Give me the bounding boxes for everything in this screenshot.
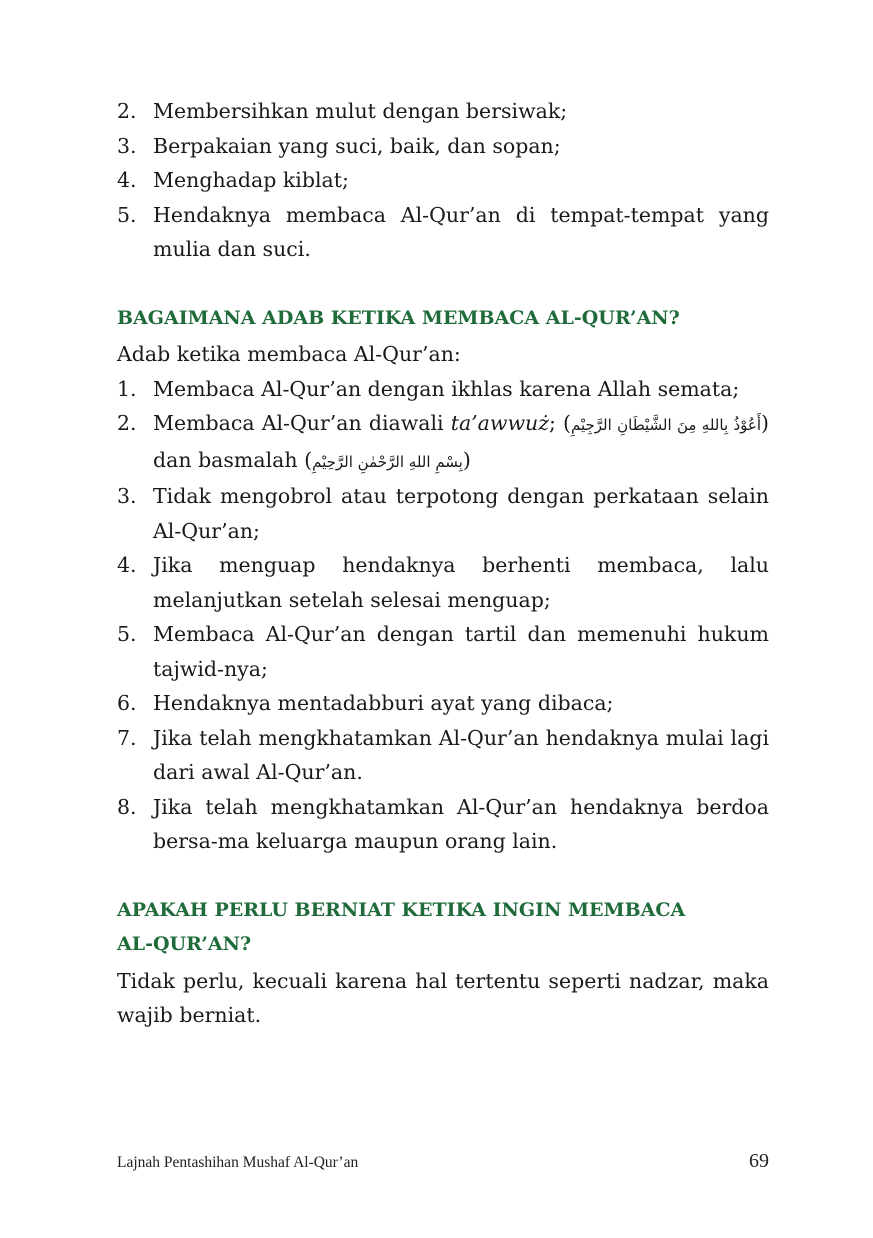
list-number: 3. [117, 484, 137, 508]
list-item [117, 406, 769, 479]
section-body: Tidak perlu, kecuali karena hal tertentu seperti nadzar, maka wajib berniat. [117, 968, 769, 1027]
list-number: 1. [117, 376, 137, 401]
list-text: Hendaknya mentadabburi ayat yang dibaca; [153, 691, 614, 715]
list-number: 6. [117, 691, 137, 715]
list-item [117, 686, 769, 721]
list-text-pre: Membaca Al-Qur’an diawali [153, 411, 451, 435]
list-number: 2. [117, 99, 137, 123]
list-text: Jika telah mengkhatamkan Al-Qur’an hendaknya berdoa bersa-ma keluarga maupun orang lain. [153, 794, 769, 853]
list-item [117, 790, 769, 859]
list-number: 4. [117, 553, 137, 577]
list-text: Hendaknya membaca Al-Qur’an di tempat-tempat yang mulia dan suci. [153, 202, 769, 261]
list-item [117, 163, 769, 198]
list-item [117, 548, 769, 617]
list-item [117, 721, 769, 790]
list-item [117, 129, 769, 164]
list-text: Membaca Al-Qur’an dengan ikhlas karena Allah semata; [153, 376, 740, 401]
list-text-mid: ) dan basmalah ( [153, 411, 770, 472]
adab-list [117, 372, 769, 859]
list-item [117, 198, 769, 267]
list-number: 5. [117, 202, 137, 227]
list-number: 3. [117, 133, 137, 158]
list-number: 5. [117, 622, 137, 646]
arabic-basmalah: بِسْمِ اللهِ الرَّحْمٰنِ الرَّحِيْمِ [312, 452, 463, 471]
footer-title: Lajnah Pentashihan Mushaf Al-Qur’an [117, 1154, 359, 1171]
section-heading-adab: BAGAIMANA ADAB KETIKA MEMBACA AL-QUR’AN? [117, 306, 680, 329]
heading-line-2: AL-QUR’AN? [117, 933, 252, 955]
heading-line-1: APAKAH PERLU BERNIAT KETIKA INGIN MEMBACA [117, 898, 686, 921]
list-number: 4. [117, 168, 137, 192]
section-intro: Adab ketika membaca Al-Qur’an: [117, 342, 461, 366]
list-item [117, 617, 769, 686]
arabic-taawwudz: أَعُوْذُ بِاللهِ مِنَ الشَّيْطَانِ الرَّجِيْمِ [571, 416, 762, 434]
list-text: Berpakaian yang suci, baik, dan sopan; [153, 133, 561, 158]
list-item [117, 479, 769, 548]
list-number: 8. [117, 794, 137, 819]
list-item [117, 94, 769, 129]
list-number: 7. [117, 725, 137, 750]
page-footer [117, 1150, 769, 1173]
list-text: Menghadap kiblat; [153, 168, 349, 192]
punct-close: ) [462, 447, 471, 472]
list-text: Membaca Al-Qur’an dengan tartil dan memenuhi hukum tajwid-nya; [153, 622, 769, 681]
preparation-list [117, 94, 769, 267]
list-item [117, 372, 769, 407]
list-text [153, 406, 769, 479]
page-number: 69 [749, 1150, 769, 1172]
list-text: Tidak mengobrol atau terpotong dengan perkataan selain Al-Qur’an; [153, 484, 769, 543]
section-heading-niat [117, 893, 769, 962]
tawwudz-term: ta’awwuż [450, 411, 549, 435]
list-number: 2. [117, 411, 137, 435]
page-content [117, 94, 769, 1033]
punct-open: ; ( [549, 411, 571, 435]
list-text: Jika menguap hendaknya berhenti membaca, lalu melanjutkan setelah selesai menguap; [153, 553, 769, 612]
list-text: Jika telah mengkhatamkan Al-Qur’an hendaknya mulai lagi dari awal Al-Qur’an. [153, 725, 769, 784]
list-text: Membersihkan mulut dengan bersiwak; [153, 99, 568, 123]
